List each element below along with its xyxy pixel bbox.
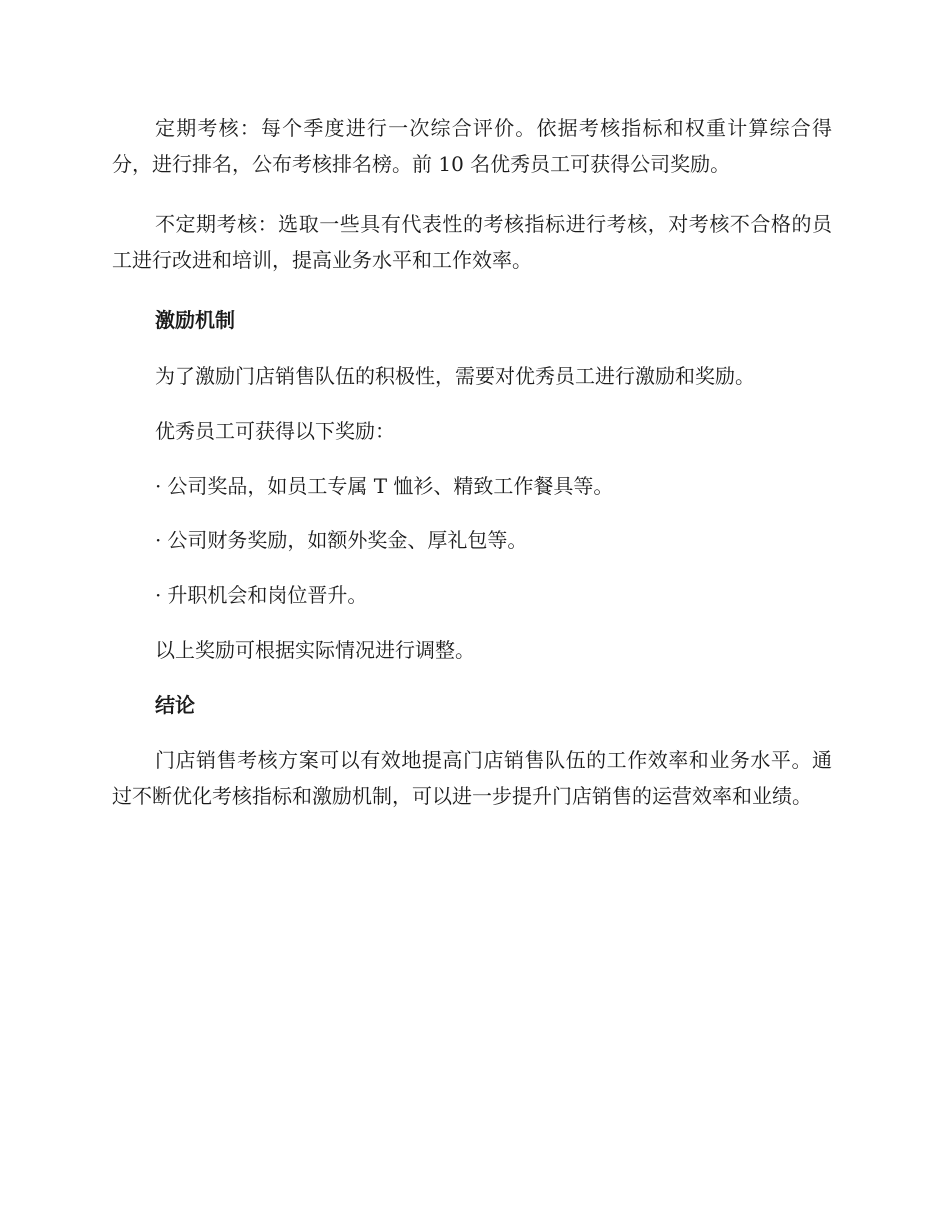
paragraph-incentive-intro: 为了激励门店销售队伍的积极性，需要对优秀员工进行激励和奖励。 (155, 364, 755, 388)
list-item-text: 升职机会和岗位晋升。 (167, 583, 368, 607)
section-heading-incentive: 激励机制 (155, 308, 235, 332)
paragraph-periodic-assessment: 定期考核：每个季度进行一次综合评价。依据考核指标和权重计算综合得分，进行排名，公布考核排名榜。前 10 名优秀员工可获得公司奖励。 (112, 116, 832, 176)
bullet-icon: · (155, 474, 162, 498)
paragraph-rewards-intro: 优秀员工可获得以下奖励： (155, 419, 395, 443)
list-item-reward-promotion (155, 577, 835, 613)
bullet-icon: · (155, 528, 162, 552)
list-item-reward-prizes (155, 468, 835, 504)
paragraph-conclusion: 门店销售考核方案可以有效地提高门店销售队伍的工作效率和业务水平。通过不断优化考核指标和激励机制，可以进一步提升门店销售的运营效率和业绩。 (112, 748, 832, 808)
section-heading-conclusion: 结论 (155, 693, 195, 717)
list-item-text: 公司奖品，如员工专属 T 恤衫、精致工作餐具等。 (167, 474, 614, 498)
paragraph-rewards-note: 以上奖励可根据实际情况进行调整。 (155, 638, 475, 662)
paragraph-irregular-assessment: 不定期考核：选取一些具有代表性的考核指标进行考核，对考核不合格的员工进行改进和培训，提高业务水平和工作效率。 (112, 212, 832, 272)
list-item-reward-financial (155, 522, 835, 558)
bullet-icon: · (155, 583, 162, 607)
list-item-text: 公司财务奖励，如额外奖金、厚礼包等。 (167, 528, 528, 552)
